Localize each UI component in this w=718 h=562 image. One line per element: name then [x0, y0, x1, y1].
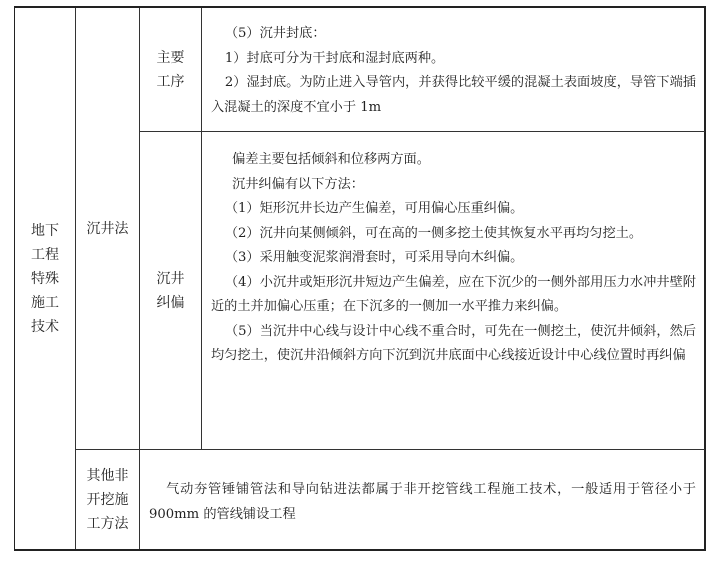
- construction-methods-table: [14, 6, 706, 551]
- category-line: 特殊: [31, 270, 59, 287]
- row-label-line: 工序: [156, 73, 185, 90]
- row-label-line: 其他非: [86, 467, 129, 484]
- text-line: （5）当沉井中心线与设计中心线不重合时，可先在一侧挖土，使沉井倾斜，然后均匀挖土，使沉井沿倾斜方向下沉到沉井底面中心线接近设计中心线位置时再纠偏: [211, 323, 696, 363]
- main-process-content: [211, 22, 696, 120]
- text-line: （3）采用触变泥浆润滑套时，可采用导向木纠偏。: [224, 250, 524, 265]
- main-process-label-cell: [140, 8, 201, 131]
- text-line: （5）沉井封底：: [224, 26, 326, 41]
- category-line: 地下: [31, 222, 59, 239]
- row-label-line: 主要: [156, 49, 185, 66]
- method-label: 沉井法: [86, 220, 129, 237]
- divider: [75, 449, 705, 450]
- text-line: 沉井纠偏有以下方法：: [232, 176, 364, 192]
- row-label-line: 纠偏: [156, 294, 185, 311]
- divider: [201, 8, 202, 449]
- text-line: 偏差主要包括倾斜和位移两方面。: [232, 152, 430, 167]
- category-line: 工程: [31, 246, 59, 263]
- text-line: （1）矩形沉井长边产生偏差，可用偏心压重纠偏。: [224, 201, 524, 216]
- row-label-line: 工方法: [86, 515, 129, 532]
- text-line: 1）封底可分为干封底和湿封底两种。: [224, 50, 445, 66]
- correction-label-cell: [140, 132, 201, 449]
- divider: [139, 131, 705, 132]
- other-content: [149, 478, 696, 527]
- category-line: 技术: [31, 318, 59, 335]
- category-line: 施工: [31, 294, 59, 311]
- other-label-cell: [76, 450, 139, 549]
- correction-content: [211, 148, 696, 369]
- text-line: （4）小沉井或矩形沉井短边产生偏差，应在下沉少的一侧外部用压力水冲井壁附近的土并加偏心压重；在下沉多的一侧加一水平推力来纠偏。: [211, 274, 696, 314]
- category-cell: [15, 8, 75, 549]
- text-line: （2）沉井向某侧倾斜，可在高的一侧多挖土使其恢复水平再均匀挖土。: [224, 225, 643, 241]
- text-line: 2）湿封底。为防止进入导管内，并获得比较平缓的混凝土表面坡度，导管下端插入混凝土的深度不宜小于 1m: [211, 75, 696, 115]
- method-cell: [76, 8, 139, 449]
- row-label-line: 开挖施: [86, 491, 129, 508]
- text-line: 气动夯管锤铺管法和导向钻进法都属于非开挖管线工程施工技术，一般适用于管径小于 900mm 的管线铺设工程: [149, 482, 696, 522]
- row-label-line: 沉井: [156, 270, 185, 287]
